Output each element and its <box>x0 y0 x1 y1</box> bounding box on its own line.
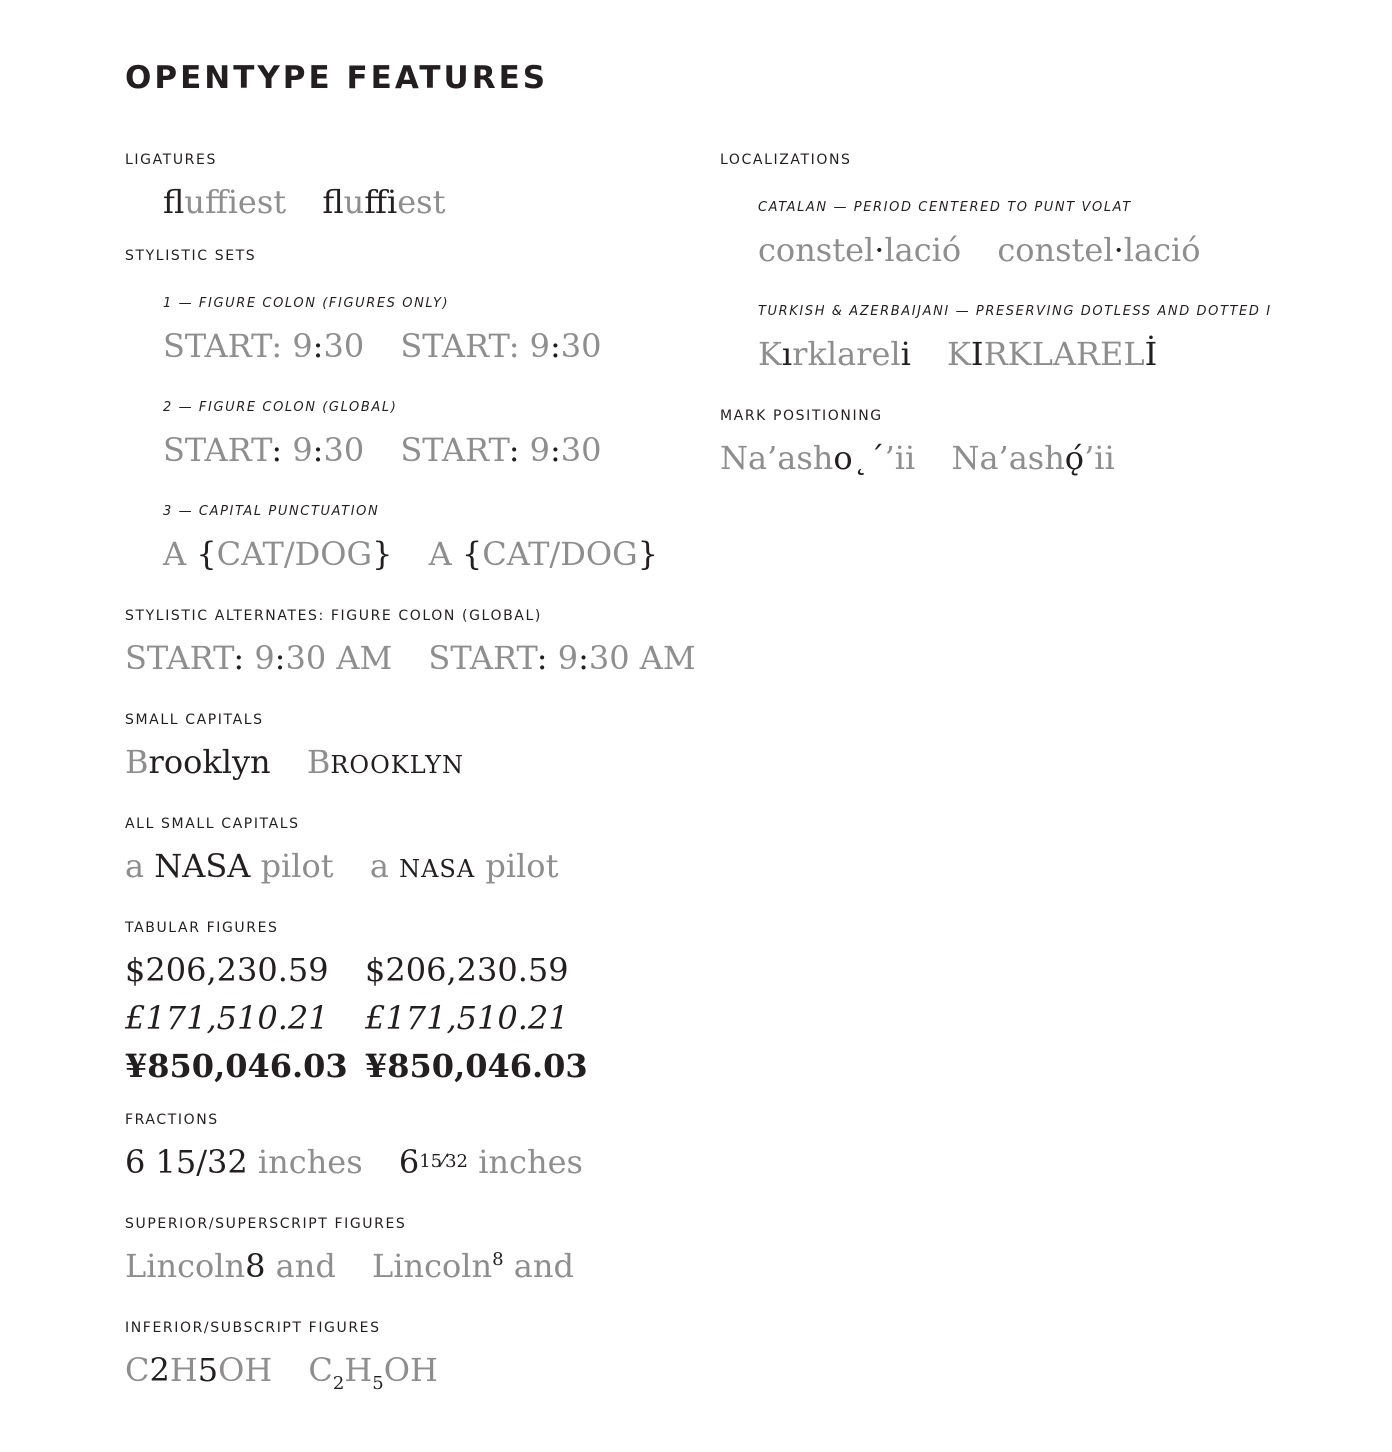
tabular-row-regular: $206,230.59 $206,230.59 <box>125 951 569 989</box>
turkish-label: TURKISH & AZERBAIJANI — PRESERVING DOTLESS AND DOTTED I <box>758 304 1272 319</box>
catalan-label: CATALAN — PERIOD CENTERED TO PUNT VOLAT <box>758 200 1132 215</box>
set3-sample: A {CAT/DOG} A {CAT/DOG} <box>163 535 659 573</box>
inferior-sample: C2H5OH $C_2H_5OH$ <box>125 1351 438 1394</box>
tabular-figures-label: TABULAR FIGURES <box>125 920 279 936</box>
all-small-caps-label: ALL SMALL CAPITALS <box>125 816 300 832</box>
set1-label: 1 — FIGURE COLON (FIGURES ONLY) <box>163 296 450 311</box>
superior-sample: Lincoln8 and Lincoln$^8$ and <box>125 1247 574 1285</box>
all-small-caps-sample: a NASA pilot a NASA pilot <box>125 847 559 885</box>
ligatures-sample: fluffiest fluffiest <box>163 183 446 221</box>
set3-label: 3 — CAPITAL PUNCTUATION <box>163 504 380 519</box>
tabular-row-italic: £171,510.21 £171,510.21 <box>125 999 569 1037</box>
mark-positioning-label: MARK POSITIONING <box>720 408 883 424</box>
localizations-label: LOCALIZATIONS <box>720 152 852 168</box>
page-title: OPENTYPE FEATURES <box>125 60 549 96</box>
mark-positioning-sample: Na’asho˛´’ii Na’ashǫ́’ii <box>720 439 1115 477</box>
ligatures-label: LIGATURES <box>125 152 217 168</box>
fractions-label: FRACTIONS <box>125 1112 219 1128</box>
small-caps-label: SMALL CAPITALS <box>125 712 264 728</box>
catalan-sample: constel·lació constel·lació <box>758 231 1201 269</box>
superior-label: SUPERIOR/SUPERSCRIPT FIGURES <box>125 1216 407 1232</box>
fractions-sample: 6 15/32 inches $6^{15⁄32}$ inches <box>125 1143 583 1181</box>
turkish-sample: Kırklareli KIRKLARELİ <box>758 335 1158 373</box>
stylistic-alternates-sample: START: 9:30 AM START: 9:30 AM <box>125 639 696 677</box>
set2-sample: START: 9:30 START: 9:30 <box>163 431 602 469</box>
inferior-label: INFERIOR/SUBSCRIPT FIGURES <box>125 1320 381 1336</box>
stylistic-alternates-label: STYLISTIC ALTERNATES: FIGURE COLON (GLOBAL) <box>125 608 542 624</box>
set2-label: 2 — FIGURE COLON (GLOBAL) <box>163 400 398 415</box>
stylistic-sets-label: STYLISTIC SETS <box>125 248 257 264</box>
small-caps-sample: Brooklyn BROOKLYN <box>125 743 464 781</box>
set1-sample: START: 9:30 START: 9:30 <box>163 327 602 365</box>
tabular-row-bold: ¥850,046.03 ¥850,046.03 <box>125 1047 588 1085</box>
